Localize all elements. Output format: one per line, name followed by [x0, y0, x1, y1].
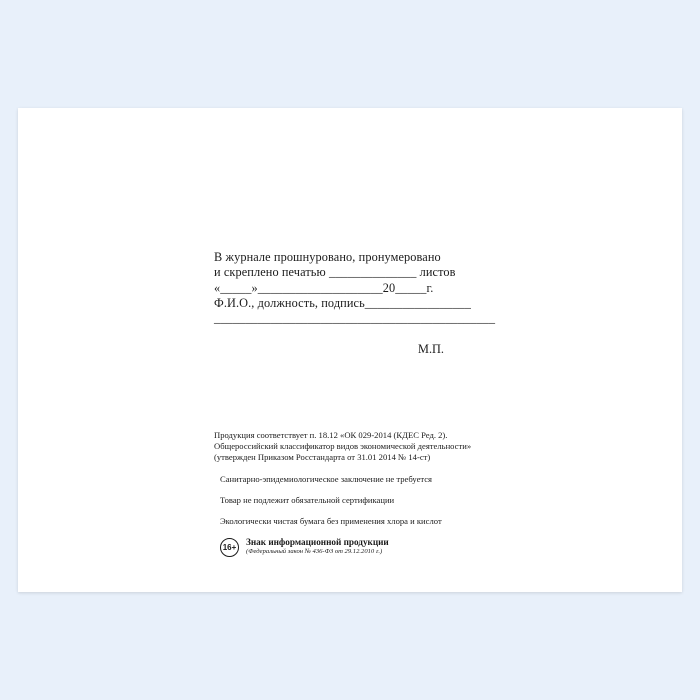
compliance-line-1: Продукция соответствует п. 18.12 «ОК 029-2014 (КДЕС Ред. 2). — [214, 430, 448, 440]
age-mark-row — [214, 537, 574, 558]
certification-line-3: «_____»____________________20_____г. — [214, 280, 434, 295]
compliance-line-2: Общероссийский классификатор видов экономической деятельности» — [214, 441, 472, 452]
age-mark-text — [246, 537, 389, 558]
age-mark-title: Знак информационной продукции — [246, 536, 389, 547]
footer-note-3: Экологически чистая бумага без применения хлора и кислот — [220, 515, 442, 526]
certification-line-2: и скреплено печатью ______________ листов — [214, 265, 456, 280]
footer-block — [214, 430, 574, 558]
certification-line-4: Ф.И.О., должность, подпись_________________ — [214, 295, 472, 310]
compliance-line-3: (утвержден Приказом Росстандарта от 31.01 2014 № 14-ст) — [214, 452, 431, 463]
footer-note-2: Товар не подлежит обязательной сертификации — [220, 494, 395, 505]
footer-spacer-3 — [214, 506, 574, 515]
footer-note-1: Санитарно-эпидемиологическое заключение не требуется — [220, 473, 433, 484]
age-mark-subtitle: (Федеральный закон № 436-ФЗ от 29.12.2010 г.) — [246, 548, 383, 556]
footer-spacer-2 — [214, 485, 574, 494]
footer-spacer-1 — [214, 464, 574, 473]
age-rating-badge: 16+ — [220, 538, 239, 557]
stamp-place-label: М.П. — [418, 342, 444, 357]
certification-block — [214, 250, 544, 357]
document-page — [18, 108, 682, 592]
certification-line-5: _____________________________________________ — [214, 311, 496, 326]
certification-line-1: В журнале прошнуровано, пронумеровано — [214, 250, 441, 264]
